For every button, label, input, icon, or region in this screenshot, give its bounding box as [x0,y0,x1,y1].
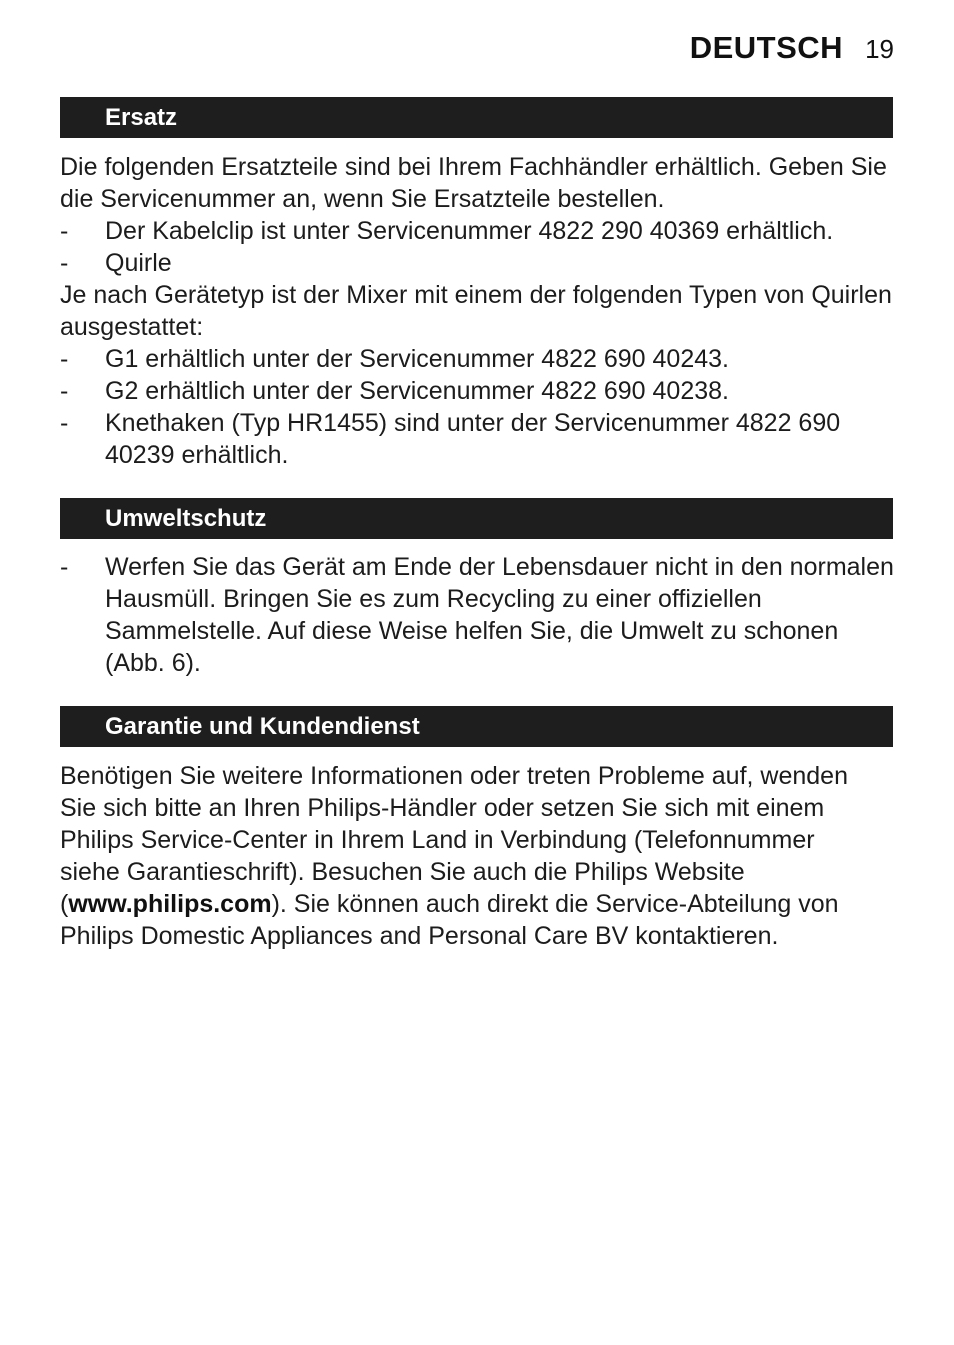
section-title: Ersatz [105,103,178,131]
paragraph: Je nach Gerätetyp ist der Mixer mit einem der folgenden Typen von Quirlen ausgestattet: [60,281,892,341]
paragraph [60,760,850,952]
list-item [60,215,900,247]
bullet-dash: - [60,345,69,373]
list-item-text: Werfen Sie das Gerät am Ende der Lebensdauer nicht in den normalen Hausmüll. Bringen Sie es zum Recycling zu einer offiziellen Sammelstelle. Auf diese Weise helfen Sie, die Umwelt zu schonen (Abb. 6). [105,553,894,677]
section-body-ersatz [60,151,900,471]
list-item [60,375,900,407]
list-item [60,247,900,279]
list-item [60,407,900,471]
section-body-garantie [60,760,850,952]
list-item [60,551,900,679]
bullet-dash: - [60,377,69,405]
list-item-text: Quirle [105,249,172,277]
bullet-dash: - [60,249,69,277]
bullet-dash: - [60,553,69,581]
paragraph-text: ). Sie können auch direkt die Service-Abteilung von Philips Domestic Appliances and Personal Care BV kontaktieren. [60,890,839,950]
bullet-dash: - [60,409,69,437]
list-item-text: Knethaken (Typ HR1455) sind unter der Servicenummer 4822 690 40239 erhältlich. [105,409,841,469]
list-item-text: G2 erhältlich unter der Servicenummer 4822 690 40238. [105,377,729,405]
list-item [60,343,900,375]
list-item-text: Der Kabelclip ist unter Servicenummer 4822 290 40369 erhältlich. [105,217,834,245]
section-title: Umweltschutz [105,504,267,532]
language-label: DEUTSCH [689,30,844,65]
website-link[interactable]: www.philips.com [68,890,272,918]
list-item-text: G1 erhältlich unter der Servicenummer 4822 690 40243. [105,345,729,373]
paragraph: Die folgenden Ersatzteile sind bei Ihrem Fachhändler erhältlich. Geben Sie die Servicenummer an, wenn Sie Ersatzteile bestellen. [60,153,887,213]
section-body-umweltschutz [60,551,900,679]
paragraph-text: Benötigen Sie weitere Informationen oder treten Probleme auf, wenden Sie sich bitte an Ihren Philips-Händler oder setzen Sie sich mit einem Philips Service-Center in Ihrem Land in Verbindung (Telefonnummer siehe Garantieschrift). Besuchen Sie auch die Philips Website ( [60,762,848,918]
page-number: 19 [865,34,894,64]
page-header [690,30,894,66]
bullet-dash: - [60,217,69,245]
section-heading-ersatz [60,97,893,138]
section-heading-umweltschutz [60,498,893,539]
section-heading-garantie [60,706,893,747]
section-title: Garantie und Kundendienst [105,712,420,740]
